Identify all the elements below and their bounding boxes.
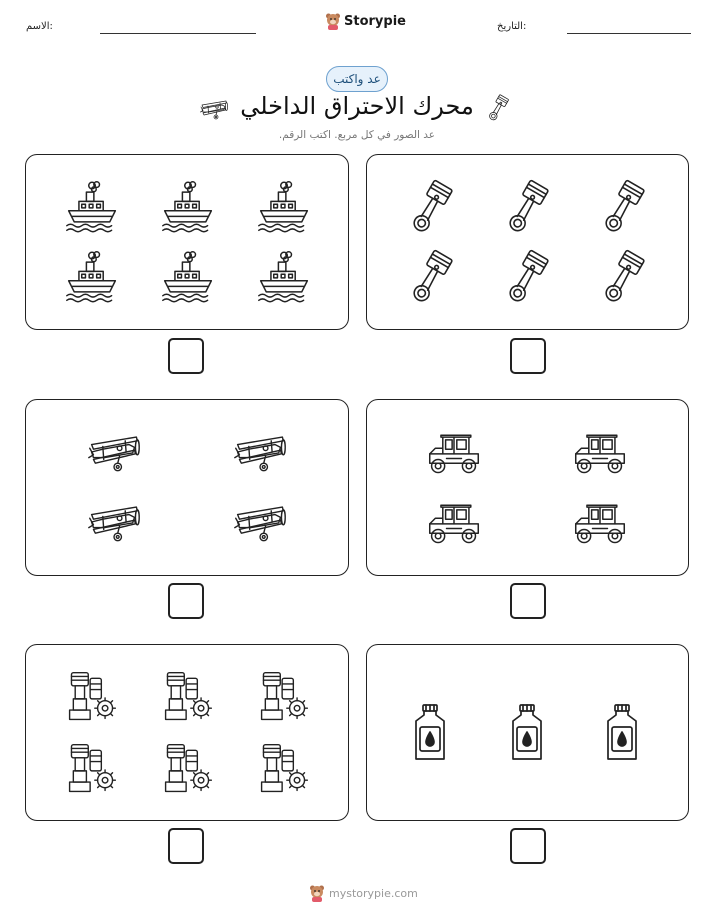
boat-icon [64, 179, 120, 235]
engine-icon [256, 741, 312, 797]
piston-icon [403, 249, 459, 305]
instructions: عد الصور في كل مربع. اكتب الرقم. [278, 129, 436, 141]
biplane-icon [86, 494, 142, 550]
biplane-icon [232, 494, 288, 550]
boat-icon [64, 249, 120, 305]
piston-icon [484, 92, 512, 124]
vintage-car-icon [572, 424, 628, 480]
count-box-oil-bottles [366, 644, 689, 821]
count-box-boats [25, 154, 349, 330]
piston-icon [499, 249, 555, 305]
biplane-icon [86, 424, 142, 480]
bear-icon [325, 12, 341, 30]
vintage-car-icon [426, 494, 482, 550]
answer-box-boats[interactable] [168, 338, 204, 374]
answer-box-engines[interactable] [168, 828, 204, 864]
vintage-car-icon [572, 494, 628, 550]
vintage-car-icon [426, 424, 482, 480]
piston-icon [499, 179, 555, 235]
biplane-icon [232, 424, 288, 480]
engine-icon [256, 669, 312, 725]
name-line[interactable] [100, 33, 256, 34]
boat-icon [256, 179, 312, 235]
answer-box-cars[interactable] [510, 583, 546, 619]
footer-url[interactable]: mystorypie.com [329, 886, 418, 900]
count-box-cars [366, 399, 689, 576]
boat-icon [160, 249, 216, 305]
boat-icon [160, 179, 216, 235]
date-label: التاريخ: [497, 21, 527, 32]
engine-icon [160, 669, 216, 725]
answer-box-biplanes[interactable] [168, 583, 204, 619]
footer [309, 884, 418, 902]
count-box-engines [25, 644, 349, 821]
engine-icon [160, 741, 216, 797]
brand-name: Storypie [344, 13, 406, 29]
oil-bottle-icon [400, 697, 460, 769]
page-title: محرك الاحتراق الداخلي [240, 92, 474, 120]
brand-logo [325, 12, 406, 30]
piston-icon [595, 249, 651, 305]
count-box-biplanes [25, 399, 349, 576]
oil-bottle-icon [592, 697, 652, 769]
answer-box-oil-bottles[interactable] [510, 828, 546, 864]
name-label: الاسم: [26, 21, 53, 32]
activity-badge: عد واكتب [326, 66, 388, 92]
oil-bottle-icon [497, 697, 557, 769]
piston-icon [403, 179, 459, 235]
boat-icon [256, 249, 312, 305]
engine-icon [64, 741, 120, 797]
count-box-pistons [366, 154, 689, 330]
engine-icon [64, 669, 120, 725]
bear-icon [309, 884, 325, 902]
answer-box-pistons[interactable] [510, 338, 546, 374]
piston-icon [595, 179, 651, 235]
date-line[interactable] [567, 33, 691, 34]
